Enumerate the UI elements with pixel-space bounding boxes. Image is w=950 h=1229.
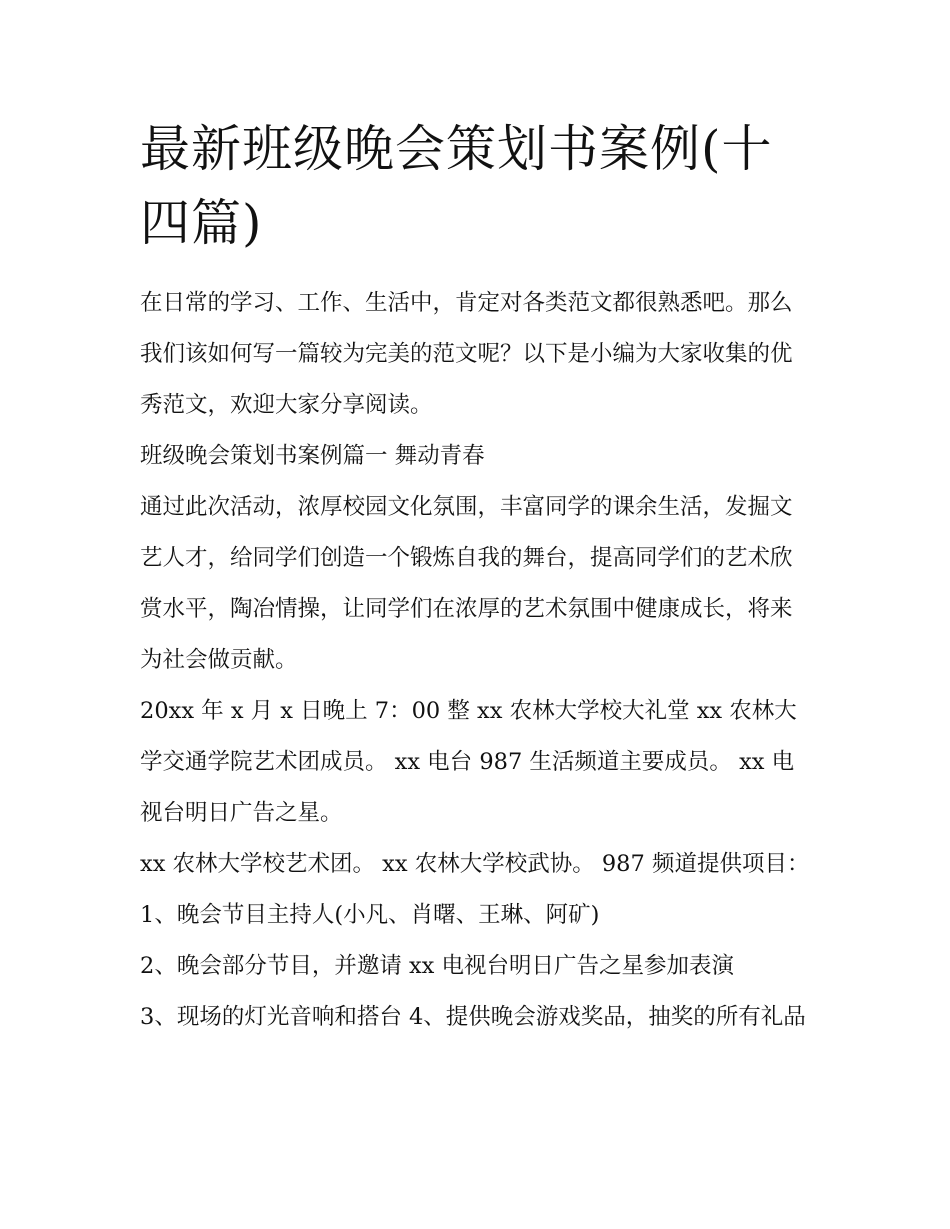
paragraph-purpose: 通过此次活动，浓厚校园文化氛围，丰富同学的课余生活，发掘文艺人才，给同学们创造一个锻炼自我的舞台，提高同学们的艺术欣赏水平，陶冶情操，让同学们在浓厚的艺术氛围中健康成长，将来为社会做贡献。 bbox=[140, 494, 793, 673]
paragraph-organizers: xx 农林大学校艺术团。 xx 农林大学校武协。 987 频道提供项目： 1、晚会节目主持人(小凡、肖曙、王琳、阿矿) bbox=[140, 851, 810, 928]
document-body bbox=[140, 278, 812, 1043]
paragraph-intro: 在日常的学习、工作、生活中，肯定对各类范文都很熟悉吧。那么我们该如何写一篇较为完美的范文呢？以下是小编为大家收集的优秀范文，欢迎大家分享阅读。 bbox=[140, 290, 793, 418]
paragraph-item-3-4: 3、现场的灯光音响和搭台 4、提供晚会游戏奖品，抽奖的所有礼品 bbox=[140, 1004, 806, 1030]
document-title: 最新班级晚会策划书案例(十四篇) bbox=[140, 120, 773, 252]
paragraph-time-place-participants: 20xx 年 x 月 x 日晚上 7：00 整 xx 农林大学校大礼堂 xx 农林大学交通学院艺术团成员。 xx 电台 987 生活频道主要成员。 xx 电视台明日广告之星。 bbox=[140, 698, 797, 826]
paragraph-section-heading: 班级晚会策划书案例篇一 舞动青春 bbox=[140, 443, 485, 469]
paragraph-item-2: 2、晚会部分节目，并邀请 xx 电视台明日广告之星参加表演 bbox=[140, 953, 734, 979]
document-page bbox=[140, 0, 812, 1229]
